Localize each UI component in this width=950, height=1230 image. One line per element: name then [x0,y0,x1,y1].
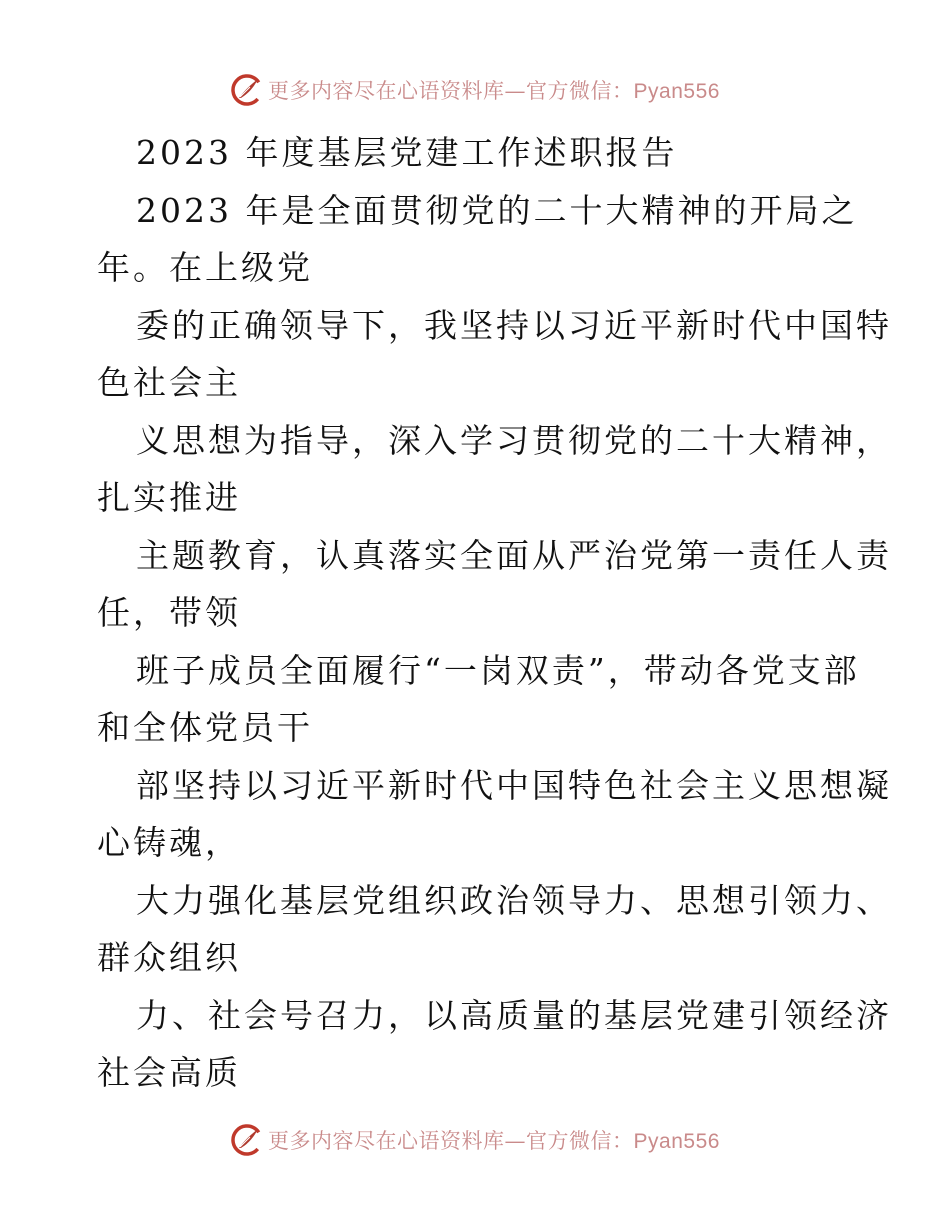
feather-logo-icon [230,73,264,107]
paragraph-line: 2023 年是全面贯彻党的二十大精神的开局之 [136,190,858,230]
paragraph-line: 班子成员全面履行“一岗双责”，带动各党支部 [136,650,860,690]
watermark-text: 更多内容尽在心语资料库—官方微信：Pyan556 [268,79,720,103]
paragraph-line: 大力强化基层党组织政治领导力、思想引领力、 [136,880,892,920]
paragraph-line: 群众组织 [97,938,241,977]
paragraph-line: 年。在上级党 [97,248,313,287]
paragraph-line: 委的正确领导下，我坚持以习近平新时代中国特 [136,305,892,345]
report-body [97,124,892,1102]
watermark-banner-top [0,70,950,110]
paragraph-line: 和全体党员干 [97,708,313,747]
paragraph-line: 扎实推进 [97,478,241,517]
paragraph-line: 力、社会号召力，以高质量的基层党建引领经济 [136,995,892,1035]
report-title: 2023 年度基层党建工作述职报告 [136,133,678,172]
paragraph-line: 主题教育，认真落实全面从严治党第一责任人责 [136,535,892,575]
watermark-banner-bottom [0,1120,950,1160]
wechat-id: Pyan556 [633,1130,720,1153]
paragraph-line: 社会高质 [97,1053,241,1092]
paragraph-line: 部坚持以习近平新时代中国特色社会主义思想凝 [136,765,892,805]
paragraph-line: 心铸魂， [97,823,241,862]
watermark-text: 更多内容尽在心语资料库—官方微信：Pyan556 [268,1129,720,1153]
paragraph-line: 色社会主 [97,363,241,402]
wechat-id: Pyan556 [633,80,720,103]
paragraph-line: 义思想为指导，深入学习贯彻党的二十大精神， [136,420,892,460]
paragraph-line: 任，带领 [97,593,241,632]
feather-logo-icon [230,1123,264,1157]
